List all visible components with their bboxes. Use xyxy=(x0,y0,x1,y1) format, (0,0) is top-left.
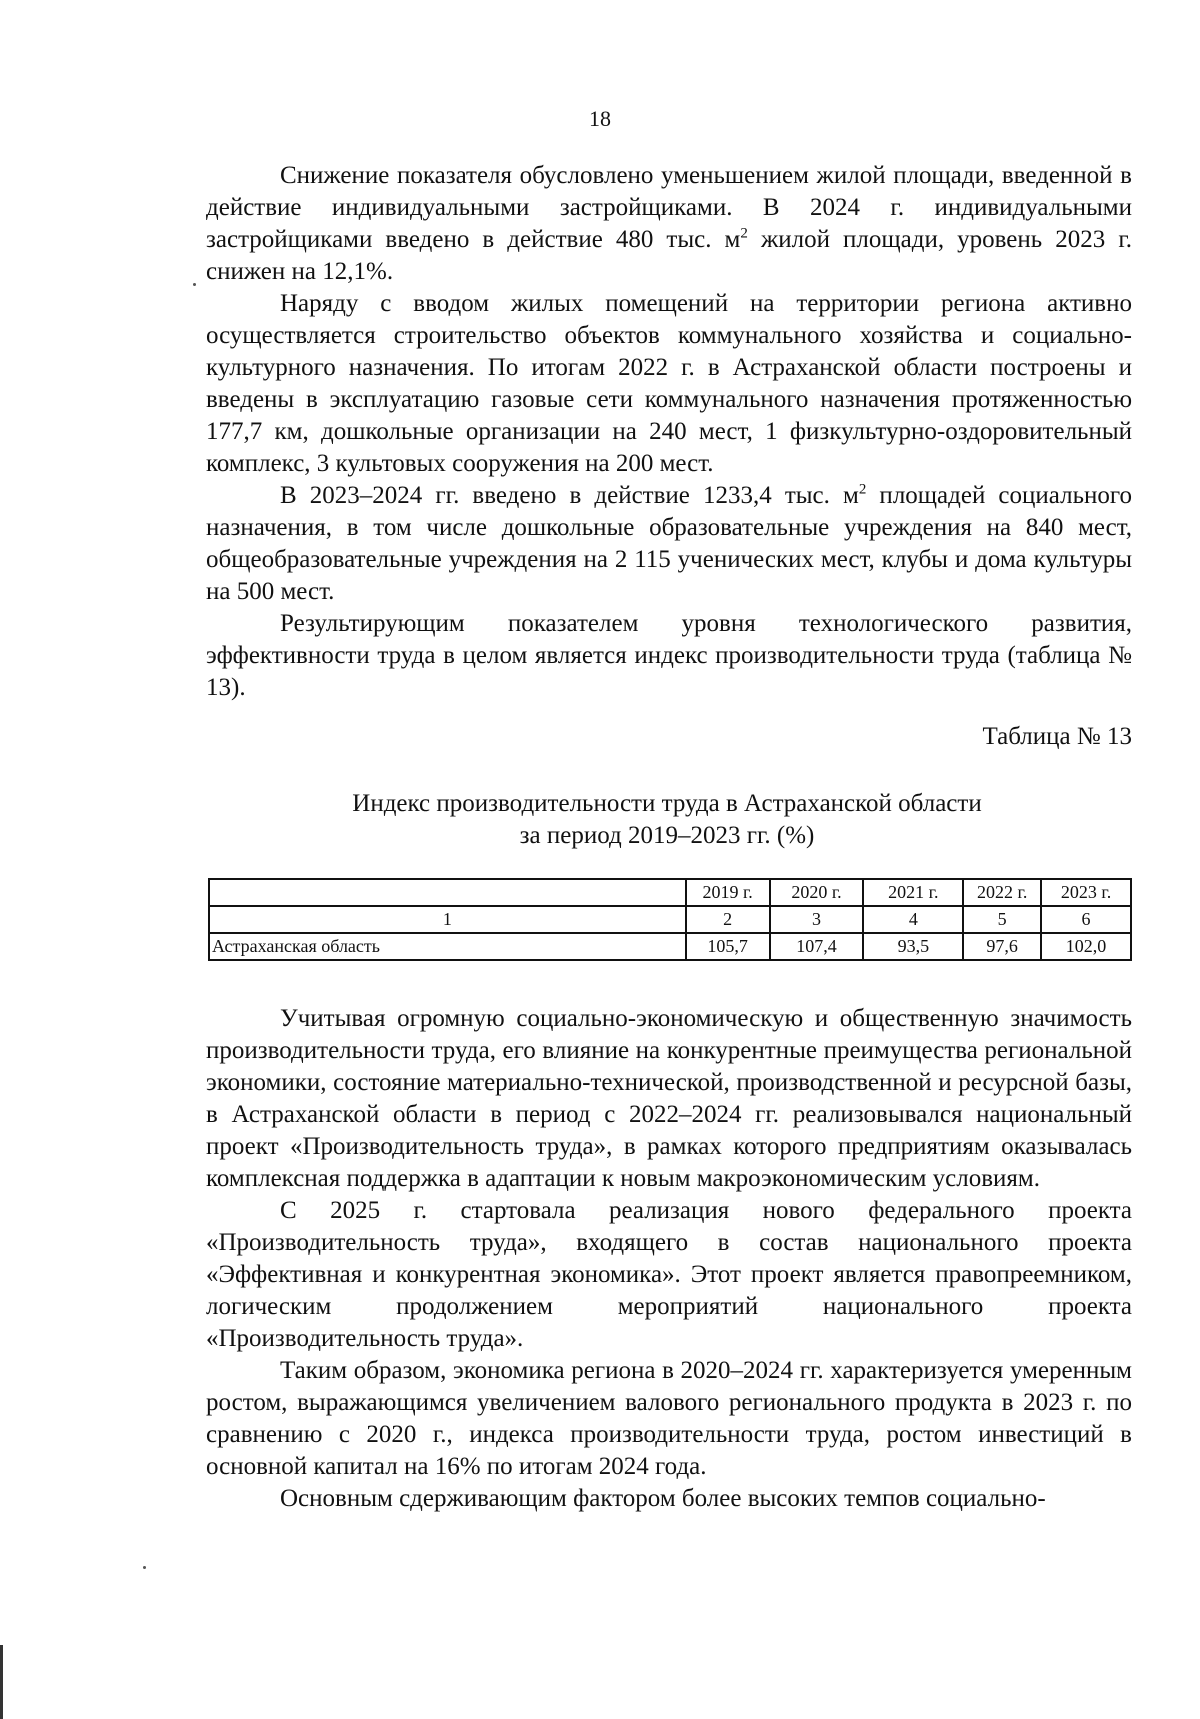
table-header-cell: 2020 г. xyxy=(770,879,864,906)
bottom-text xyxy=(206,1003,1132,1515)
table-value-cell: 93,5 xyxy=(863,933,963,960)
table-header-cell: 2021 г. xyxy=(863,879,963,906)
table-header-cell: 2022 г. xyxy=(963,879,1041,906)
table-label: Таблица № 13 xyxy=(982,723,1132,750)
productivity-table xyxy=(208,878,1132,961)
superscript-2: 2 xyxy=(858,481,867,498)
table-title xyxy=(0,788,1200,852)
table-value-cell: 97,6 xyxy=(963,933,1041,960)
paragraph-4: Результирующим показателем уровня технологического развития, эффективности труда в целом является индекс производительности труда (таблица № 13). xyxy=(206,610,1132,701)
table-row xyxy=(209,933,1131,960)
paragraph-3-part-2: площадей социального назначения, в том числе дошкольные образовательные учреждения на 840 мест, общеобразовательные учреждения на 2 115 ученических мест, клубы и дома культуры на 500 мест. xyxy=(206,482,1132,605)
top-text xyxy=(206,160,1132,704)
table-header-cell xyxy=(209,879,686,906)
table-title-line-2: за период 2019–2023 гг. (%) xyxy=(519,822,815,849)
page-number: 18 xyxy=(589,106,611,131)
superscript-2: 2 xyxy=(740,225,748,242)
table-number-cell: 2 xyxy=(686,906,770,933)
scan-speck xyxy=(193,283,196,286)
paragraph-8: Основным сдерживающим фактором более высоких темпов социально- xyxy=(280,1485,1046,1512)
table-number-cell: 4 xyxy=(863,906,963,933)
table-number-row xyxy=(209,906,1131,933)
paragraph-3 xyxy=(206,480,1132,608)
paragraph-7: Таким образом, экономика региона в 2020–2024 гг. характеризуется умеренным ростом, выражающимся увеличением валового регионального продукта в 2023 г. по сравнению с 2020 г., индекса производительности труда, ростом инвестиций в основной капитал на 16% по итогам 2024 года. xyxy=(206,1357,1132,1480)
paragraph-1 xyxy=(206,160,1132,288)
paragraph-5: Учитывая огромную социально-экономическую и общественную значимость производительности труда, его влияние на конкурентные преимущества региональной экономики, состояние материально-технической, производственной и ресурсной базы, в Астраханской области в период с 2022–2024 гг. реализовывался национальный проект «Производительность труда», в рамках которого предприятиям оказывалась комплексная поддержка в адаптации к новым макроэкономическим условиям. xyxy=(206,1005,1132,1192)
table-number-cell: 5 xyxy=(963,906,1041,933)
table-number-cell: 3 xyxy=(770,906,864,933)
paragraph-1-part-2: жилой площади, уровень 2023 г. снижен на 12,1%. xyxy=(206,226,1132,285)
table-value-cell: 107,4 xyxy=(770,933,864,960)
table-header-cell: 2023 г. xyxy=(1041,879,1131,906)
table-value-cell: 102,0 xyxy=(1041,933,1131,960)
scan-edge-mark xyxy=(0,1645,3,1719)
table-header-row xyxy=(209,879,1131,906)
table-header-cell: 2019 г. xyxy=(686,879,770,906)
table-number-cell: 1 xyxy=(209,906,686,933)
paragraph-2: Наряду с вводом жилых помещений на территории региона активно осуществляется строительство объектов коммунального хозяйства и социально-культурного назначения. По итогам 2022 г. в Астраханской области построены и введены в эксплуатацию газовые сети коммунального назначения протяженностью 177,7 км, дошкольные организации на 240 мест, 1 физкультурно-оздоровительный комплекс, 3 культовых сооружения на 200 мест. xyxy=(206,290,1132,477)
paragraph-6: С 2025 г. стартовала реализация нового федерального проекта «Производительность труда», входящего в состав национального проекта «Эффективная и конкурентная экономика». Этот проект является правопреемником, логическим продолжением мероприятий национального проекта «Производительность труда». xyxy=(206,1197,1132,1352)
paragraph-3-part-1: В 2023–2024 гг. введено в действие 1233,4 тыс. м xyxy=(280,482,859,509)
table-region-cell: Астраханская область xyxy=(209,933,686,960)
table-value-cell: 105,7 xyxy=(686,933,770,960)
paragraph-1-part-1: Снижение показателя обусловлено уменьшением жилой площади, введенной в действие индивидуальными застройщиками. В 2024 г. индивидуальными застройщиками введено в действие 480 тыс. м xyxy=(206,162,1132,253)
table-number-cell: 6 xyxy=(1041,906,1131,933)
scan-speck xyxy=(143,1566,146,1569)
table-title-line-1: Индекс производительности труда в Астраханской области xyxy=(352,790,982,817)
